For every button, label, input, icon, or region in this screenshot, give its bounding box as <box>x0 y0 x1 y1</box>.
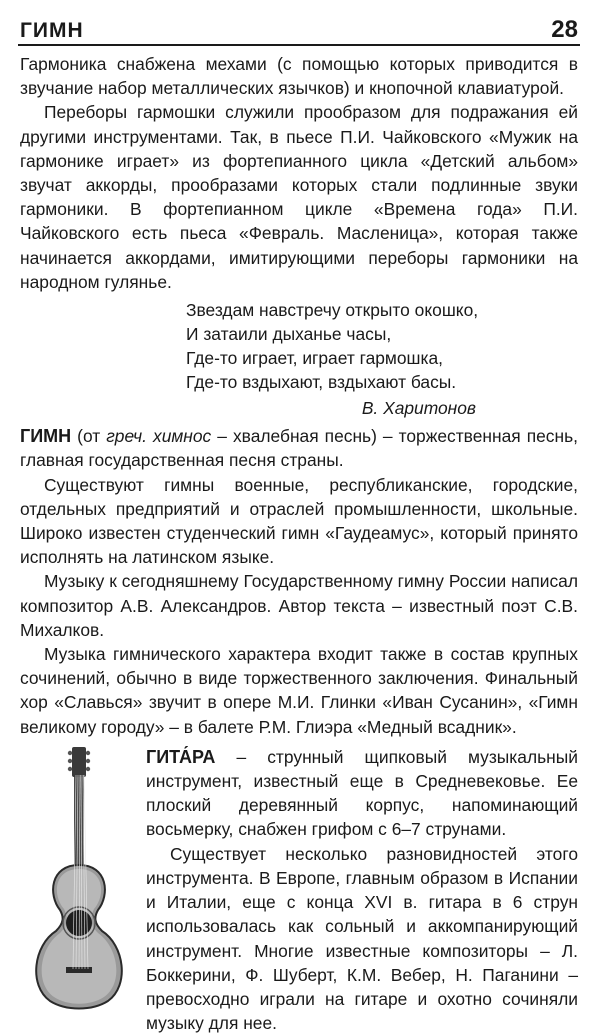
gimn-etymology: греч. химнос <box>106 426 212 447</box>
entry-gitara-definition <box>146 745 578 842</box>
paragraph-gitara-varieties: Существует несколько разновидностей этого инструмента. В Европе, главным образом в Испании и Италии, еще с конца XVI в. гитара в 6 струн использовалась как сольный и аккомпанирующий инструмент. Многие известные композиторы – Л. Боккерини, Ф. Шуберт, К.М. Вебер, Н. Паганини – превосходно играли на гитаре и охотно сочиняли музыку для нее. <box>146 843 578 1034</box>
poem-author: В. Харитонов <box>361 398 476 419</box>
paragraph-gimn-russia: Музыку к сегодняшнему Государственному гимну России написал композитор А.В. Александров. Автор текста – известный поэт С.В. Михалков. <box>20 571 578 640</box>
poem-line: Где-то вздыхают, вздыхают басы. <box>186 372 457 393</box>
entry-term-gimn: ГИМН <box>20 426 72 447</box>
gimn-etym-open: (от <box>71 426 107 447</box>
gitara-definition-text: – струнный щипковый музыкальный инструмент, известный еще в Средневековье. Ее плоский деревянный корпус, напоминающий восьмерку, снабжен грифом с 6–7 струнами. <box>146 746 578 840</box>
gimn-definition-text: – хвалебная песнь) – торжественная песнь, главная государственная песня страны. <box>20 426 578 471</box>
guitar-illustration <box>20 745 138 1010</box>
poem-line: Где-то играет, играет гармошка, <box>186 348 444 369</box>
paragraph-harmonica-tchaikovsky: Переборы гармошки служили прообразом для подражания ей другими инструментами. Так, в пьесе П.И. Чайковского «Мужик на гармонике играет» из фортепианного цикла «Детский альбом» звучат аккорды, прообразами которых стали подлинные звуки гармоники. В фортепианном цикле «Времена года» П.И. Чайковского есть пьеса «Февраль. Масленица», которая также начинается аккордами, имитирующими переборы гармоники на народном гулянье. <box>20 102 578 292</box>
poem <box>186 298 578 394</box>
entry-gitara <box>20 745 578 1035</box>
page-content <box>20 52 578 1035</box>
page-number: 28 <box>551 16 578 43</box>
running-header <box>18 14 580 46</box>
header-word: ГИМН <box>20 19 84 42</box>
entry-gimn-definition <box>20 424 578 472</box>
paragraph-gimn-music: Музыка гимнического характера входит также в состав крупных сочинений, обычно в виде торжественного заключения. Финальный хор «Славься» звучит в опере М.И. Глинки «Иван Сусанин», «Гимн великому городу» – в балете Р.М. Глиэра «Медный всадник». <box>20 644 578 737</box>
guitar-headstock <box>68 747 90 777</box>
entry-term-gitara: ГИТА́РА <box>146 746 216 767</box>
poem-line: Звездам навстречу открыто окошко, <box>186 300 479 321</box>
paragraph-harmonica-bellows: Гармоника снабжена мехами (с помощью которых приводится в звучание набор металлических язычков) и кнопочной клавиатурой. <box>20 54 578 99</box>
paragraph-gimn-types: Существуют гимны военные, республиканские, городские, отдельных предприятий и отраслей промышленности, школьные. Широко известен студенческий гимн «Гаудеамус», который принято исполнять на латинском языке. <box>20 474 578 568</box>
poem-line: И затаили дыханье часы, <box>186 324 392 345</box>
